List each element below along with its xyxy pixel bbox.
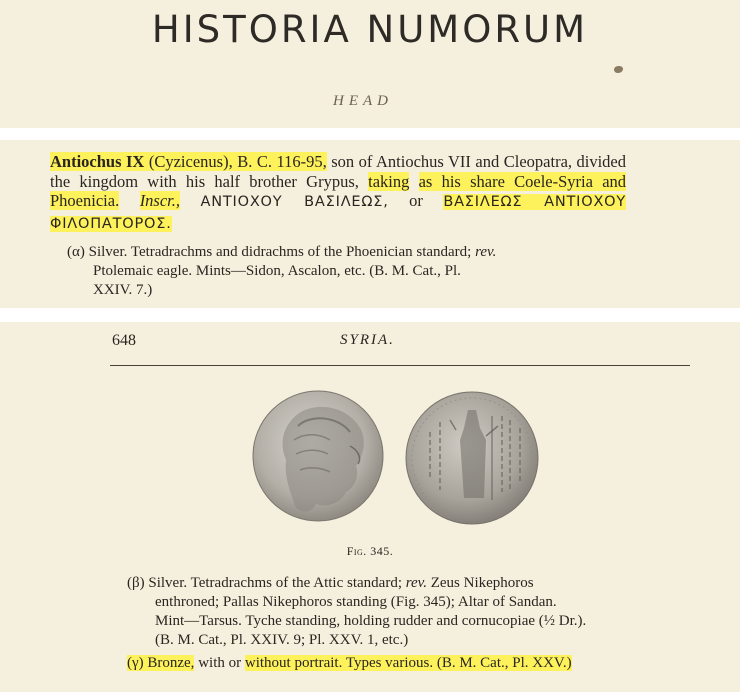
entry-highlight-taking: taking: [368, 171, 410, 191]
gamma-rest: without portrait. Types various. (B. M. Cat., Pl. XXV.): [244, 655, 572, 671]
book-title: HISTORIA NUMORUM: [151, 8, 589, 51]
beta-continuation: [127, 593, 682, 650]
beta-item: [127, 574, 682, 650]
beta-line-1a: Silver. Tetradrachms of the Attic standard;: [148, 575, 402, 591]
entry-paragraph: [50, 152, 626, 234]
header-rule: [110, 365, 690, 366]
figure-caption: Fig. 345.: [346, 544, 394, 558]
entry-text-1: son of Antiochus VII and: [331, 152, 500, 171]
entry-highlight-share: as his share Coele-Syria and Phoenicia.: [50, 171, 627, 210]
coin-figure: [250, 380, 540, 538]
ruler-date: B. C. 116-95,: [237, 152, 327, 171]
coin-athena-icon: [406, 392, 538, 524]
gamma-label: (γ) Bronze,: [127, 655, 195, 671]
inscription-greek-2: ΒΑΣΙΛΕΩΣ ΑΝΤΙΟΧΟΥ ΦΙΛΟΠΑΤΟΡΟΣ.: [50, 194, 627, 232]
entry-text-2: Cleopatra, divided the kingdom with his half brother Grypus,: [50, 152, 627, 191]
alpha-label: (α): [67, 244, 85, 260]
entry-highlight-name: [50, 152, 327, 171]
book-author: HEAD: [333, 93, 393, 109]
page-number: 648: [112, 332, 136, 349]
ruler-epithet: (Cyzicenus),: [148, 152, 233, 171]
alpha-rev: rev.: [475, 244, 497, 260]
running-head: SYRIA.: [340, 332, 395, 348]
alpha-line-3: XXIV. 7.): [93, 282, 153, 298]
inscription-label: Inscr.,: [139, 191, 181, 210]
gamma-item: [127, 654, 687, 673]
beta-line-3: Mint—Tarsus. Tyche standing, holding rudder and cornucopiae (½ Dr.).: [155, 613, 587, 629]
alpha-line-1: Silver. Tetradrachms and didrachms of the Phoenician standard;: [88, 244, 472, 260]
coin-portrait-icon: [253, 391, 383, 521]
inscription-greek-1: ΑΝΤΙΟΧΟΥ ΒΑΣΙΛΕΩΣ,: [200, 194, 389, 210]
beta-line-4: (B. M. Cat., Pl. XXIV. 9; Pl. XXV. 1, etc.): [155, 632, 409, 648]
title-panel: [0, 0, 740, 128]
alpha-line-2: Ptolemaic eagle. Mints—Sidon, Ascalon, etc. (B. M. Cat., Pl.: [93, 263, 461, 279]
alpha-continuation: [67, 262, 636, 300]
beta-label: (β): [127, 575, 145, 591]
ruler-name: Antiochus IX: [50, 152, 145, 171]
inscription-or: or: [409, 191, 423, 210]
beta-line-1b: Zeus Nikephoros: [430, 575, 534, 591]
beta-line-2: enthroned; Pallas Nikephoros standing (Fig. 345); Altar of Sandan.: [155, 594, 557, 610]
alpha-item: [67, 243, 636, 300]
page-panel: [0, 322, 740, 692]
ink-speck: [614, 66, 623, 73]
entry-panel: [0, 140, 740, 308]
beta-rev: rev.: [405, 575, 427, 591]
gamma-mid: with or: [198, 655, 242, 671]
